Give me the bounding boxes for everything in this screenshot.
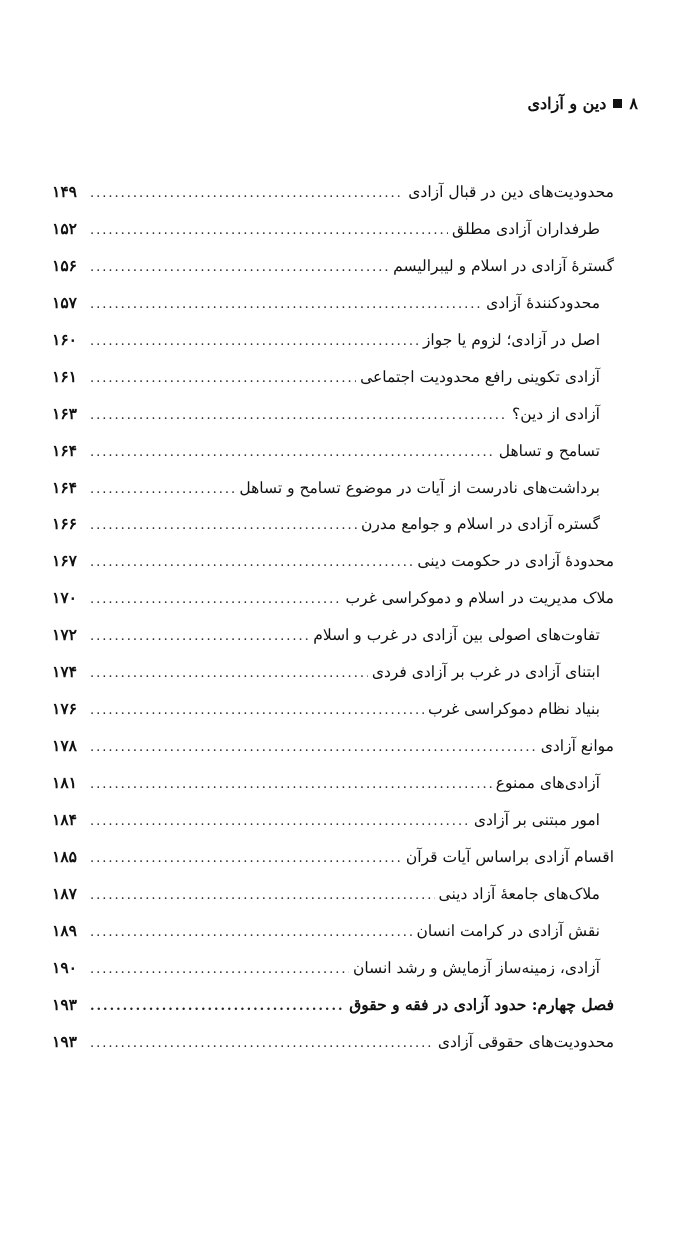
toc-leader-dots [90, 260, 389, 275]
toc-entry-page-number: ۱۸۹ [52, 920, 77, 940]
toc-entry-page-number: ۱۸۴ [52, 809, 77, 829]
toc-entry [52, 330, 614, 367]
toc-entry [52, 293, 614, 330]
toc-entry-title: آزادی از دین؟ [511, 404, 600, 423]
toc-entry-page-number: ۱۷۴ [52, 662, 77, 682]
toc-entry-title: آزادی، زمینه‌ساز آزمایش و رشد انسان [353, 958, 600, 977]
toc-leader-dots [90, 629, 309, 644]
table-of-contents [52, 182, 614, 1069]
toc-entry-page-number: ۱۶۷ [52, 551, 77, 571]
toc-entry-page-number: ۱۶۰ [52, 329, 77, 349]
toc-entry-title: بنیاد نظام دموکراسی غرب [427, 700, 600, 719]
toc-leader-dots [90, 518, 357, 533]
toc-leader-dots [90, 186, 404, 201]
toc-entry [52, 367, 614, 404]
toc-leader-dots [90, 851, 402, 866]
toc-entry-page-number: ۱۴۹ [52, 182, 77, 201]
toc-entry-title: ملاک مدیریت در اسلام و دموکراسی غرب [345, 589, 614, 608]
toc-entry-title: ملاک‌های جامعۀ آزاد دینی [438, 884, 600, 903]
toc-entry-page-number: ۱۶۳ [52, 403, 77, 423]
toc-entry-title: تفاوت‌های اصولی بین آزادی در غرب و اسلام [313, 626, 600, 645]
toc-entry-title: فصل چهارم: حدود آزادی در فقه و حقوق [349, 994, 614, 1014]
toc-leader-dots [90, 962, 349, 977]
toc-entry-title: محدودۀ آزادی در حکومت دینی [417, 552, 614, 571]
toc-entry-page-number: ۱۷۲ [52, 625, 77, 645]
running-header [528, 94, 638, 113]
toc-leader-dots [90, 703, 424, 718]
toc-entry [52, 625, 614, 662]
toc-entry-title: اصل در آزادی؛ لزوم یا جواز [422, 330, 600, 349]
toc-entry-page-number: ۱۸۱ [52, 773, 77, 792]
toc-entry [52, 699, 614, 736]
toc-entry-title: نقش آزادی در کرامت انسان [416, 921, 600, 940]
toc-entry-page-number: ۱۹۰ [52, 957, 77, 977]
page-number: ۸ [629, 94, 638, 113]
toc-leader-dots [90, 814, 470, 829]
toc-entry-page-number: ۱۷۸ [52, 736, 77, 756]
toc-entry-page-number: ۱۹۳ [52, 1031, 77, 1051]
toc-entry [52, 478, 614, 515]
toc-entry [52, 1032, 614, 1069]
toc-entry-title: برداشت‌های نادرست از آیات در موضوع تسامح و تساهل [239, 478, 600, 497]
toc-entry [52, 884, 614, 921]
toc-entry-title: آزادی تکوینی رافع محدودیت اجتماعی [360, 367, 600, 386]
toc-entry [52, 921, 614, 958]
toc-entry-title: موانع آزادی [540, 737, 614, 756]
toc-entry-page-number: ۱۹۳ [52, 994, 77, 1014]
toc-leader-dots [90, 666, 368, 681]
toc-entry [52, 847, 614, 884]
toc-entry [52, 441, 614, 478]
toc-entry-title: آزادی‌های ممنوع [495, 774, 600, 792]
toc-entry [52, 958, 614, 995]
toc-entry-title: اقسام آزادی براساس آیات قرآن [405, 847, 614, 866]
toc-entry-page-number: ۱۶۶ [52, 514, 77, 534]
toc-leader-dots [90, 777, 492, 792]
toc-entry-page-number: ۱۷۶ [52, 699, 77, 719]
toc-entry-title: محدودیت‌های حقوقی آزادی [437, 1032, 614, 1051]
toc-entry [52, 256, 614, 293]
book-title: دین و آزادی [527, 94, 607, 113]
toc-entry-title: طرفداران آزادی مطلق [452, 219, 600, 238]
toc-entry [52, 551, 614, 588]
toc-entry-title: ابتنای آزادی در غرب بر آزادی فردی [371, 663, 600, 682]
toc-leader-dots [90, 297, 482, 312]
toc-entry-title: تسامح و تساهل [498, 441, 600, 460]
toc-entry-page-number: ۱۶۱ [52, 366, 77, 386]
toc-entry-title: امور مبتنی بر آزادی [473, 810, 600, 829]
toc-leader-dots [90, 482, 235, 497]
toc-chapter-entry [52, 995, 614, 1032]
toc-leader-dots [90, 223, 448, 238]
toc-entry-page-number: ۱۶۴ [52, 440, 77, 460]
toc-entry [52, 219, 614, 256]
toc-leader-dots [90, 592, 342, 607]
toc-entry [52, 810, 614, 847]
toc-leader-dots [90, 999, 345, 1014]
toc-entry [52, 404, 614, 441]
toc-entry-page-number: ۱۵۷ [52, 292, 77, 312]
toc-leader-dots [90, 1036, 434, 1051]
toc-entry [52, 773, 614, 810]
toc-leader-dots [90, 925, 413, 940]
toc-entry [52, 514, 614, 551]
toc-entry-title: محدودیت‌های دین در قبال آزادی [408, 183, 614, 201]
toc-entry-page-number: ۱۵۲ [52, 218, 77, 238]
toc-entry-page-number: ۱۸۷ [52, 883, 77, 903]
toc-entry-title: گسترۀ آزادی در اسلام و لیبرالیسم [393, 256, 614, 275]
toc-leader-dots [90, 371, 356, 386]
toc-entry-page-number: ۱۵۶ [52, 255, 77, 275]
toc-leader-dots [90, 445, 495, 460]
toc-leader-dots [90, 408, 508, 423]
toc-entry-title: محدودکنندۀ آزادی [486, 293, 600, 312]
toc-entry [52, 662, 614, 699]
toc-entry-page-number: ۱۸۵ [52, 846, 77, 866]
toc-entry [52, 736, 614, 773]
toc-entry-page-number: ۱۶۴ [52, 477, 77, 497]
header-square-ornament [613, 99, 622, 108]
toc-leader-dots [90, 555, 413, 570]
toc-leader-dots [90, 740, 537, 755]
toc-leader-dots [90, 334, 419, 349]
toc-leader-dots [90, 888, 435, 903]
toc-entry [52, 182, 614, 219]
toc-entry-page-number: ۱۷۰ [52, 588, 77, 608]
toc-entry-title: گستره آزادی در اسلام و جوامع مدرن [360, 515, 600, 534]
toc-entry [52, 588, 614, 625]
